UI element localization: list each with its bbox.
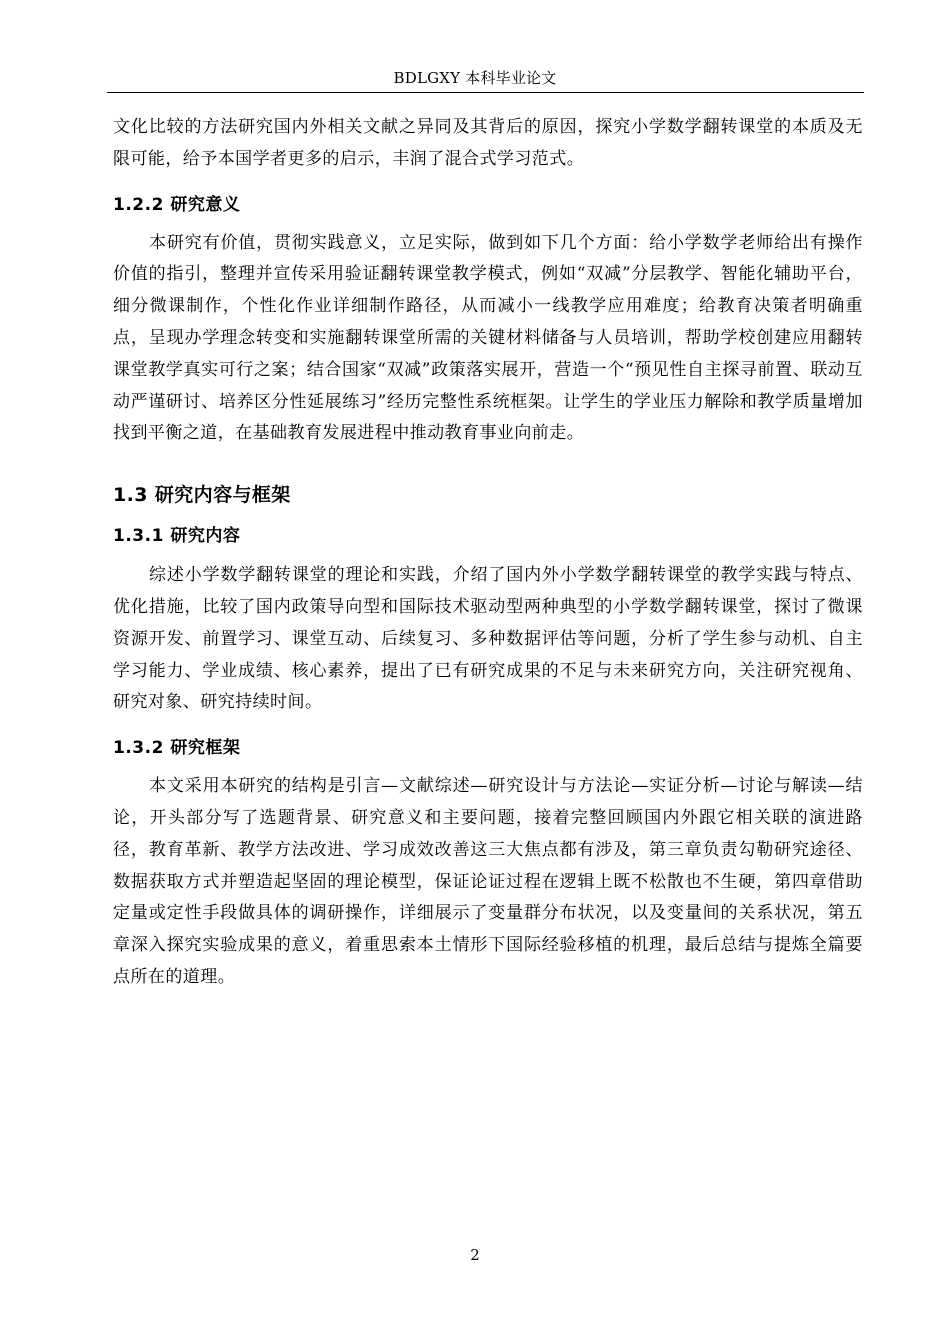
heading-1-3-2: 1.3.2 研究框架: [113, 738, 241, 759]
heading-1-3-1: 1.3.1 研究内容: [113, 526, 241, 547]
running-header: BDLGXY 本科毕业论文: [393, 69, 557, 87]
paragraph-research-framework: 本文采用本研究的结构是引言—文献综述—研究设计与方法论—实证分析—讨论与解读—结论，开头部分写了选题背景、研究意义和主要问题，接着完整回顾国内外跟它相关联的演进路径，教育革新、教学方法改进、学习成效改善这三大焦点都有涉及，第三章负责勾勒研究途径、数据获取方式并塑造起坚固的理论模型，保证论证过程在逻辑上既不松散也不生硬，第四章借助定量或定性手段做具体的调研操作，详细展示了变量群分布状况，以及变量间的关系状况，第五章深入探究实验成果的意义，着重思索本土情形下国际经验移植的机理，最后总结与提炼全篇要点所在的道理。: [113, 776, 863, 987]
page-body: [113, 112, 863, 994]
page-number: 2: [470, 1246, 480, 1264]
paragraph-continued: 文化比较的方法研究国内外相关文献之异同及其背后的原因，探究小学数学翻转课堂的本质及无限可能，给予本国学者更多的启示，丰润了混合式学习范式。: [113, 117, 863, 169]
heading-1-3: 1.3 研究内容与框架: [113, 484, 291, 507]
paragraph-research-significance: 本研究有价值，贯彻实践意义，立足实际，做到如下几个方面：给小学数学老师给出有操作价值的指引，整理并宣传采用验证翻转课堂教学模式，例如“双减”分层教学、智能化辅助平台，细分微课制作，个性化作业详细制作路径，从而减小一线教学应用难度；给教育决策者明确重点，呈现办学理念转变和实施翻转课堂所需的关键材料储备与人员培训，帮助学校创建应用翻转课堂教学真实可行之案；结合国家“双减”政策落实展开，营造一个“预见性自主探寻前置、联动互动严谨研讨、培养区分性延展练习”经历完整性系统框架。让学生的学业压力解除和教学质量增加找到平衡之道，在基础教育发展进程中推动教育事业向前走。: [113, 232, 863, 444]
paragraph-research-content: 综述小学数学翻转课堂的理论和实践，介绍了国内外小学数学翻转课堂的教学实践与特点、优化措施，比较了国内政策导向型和国际技术驱动型两种典型的小学数学翻转课堂，探讨了微课资源开发、前置学习、课堂互动、后续复习、多种数据评估等问题，分析了学生参与动机、自主学习能力、学业成绩、核心素养，提出了已有研究成果的不足与未来研究方向，关注研究视角、研究对象、研究持续时间。: [113, 565, 863, 713]
header-rule: [107, 92, 864, 93]
heading-1-2-2: 1.2.2 研究意义: [113, 194, 241, 215]
